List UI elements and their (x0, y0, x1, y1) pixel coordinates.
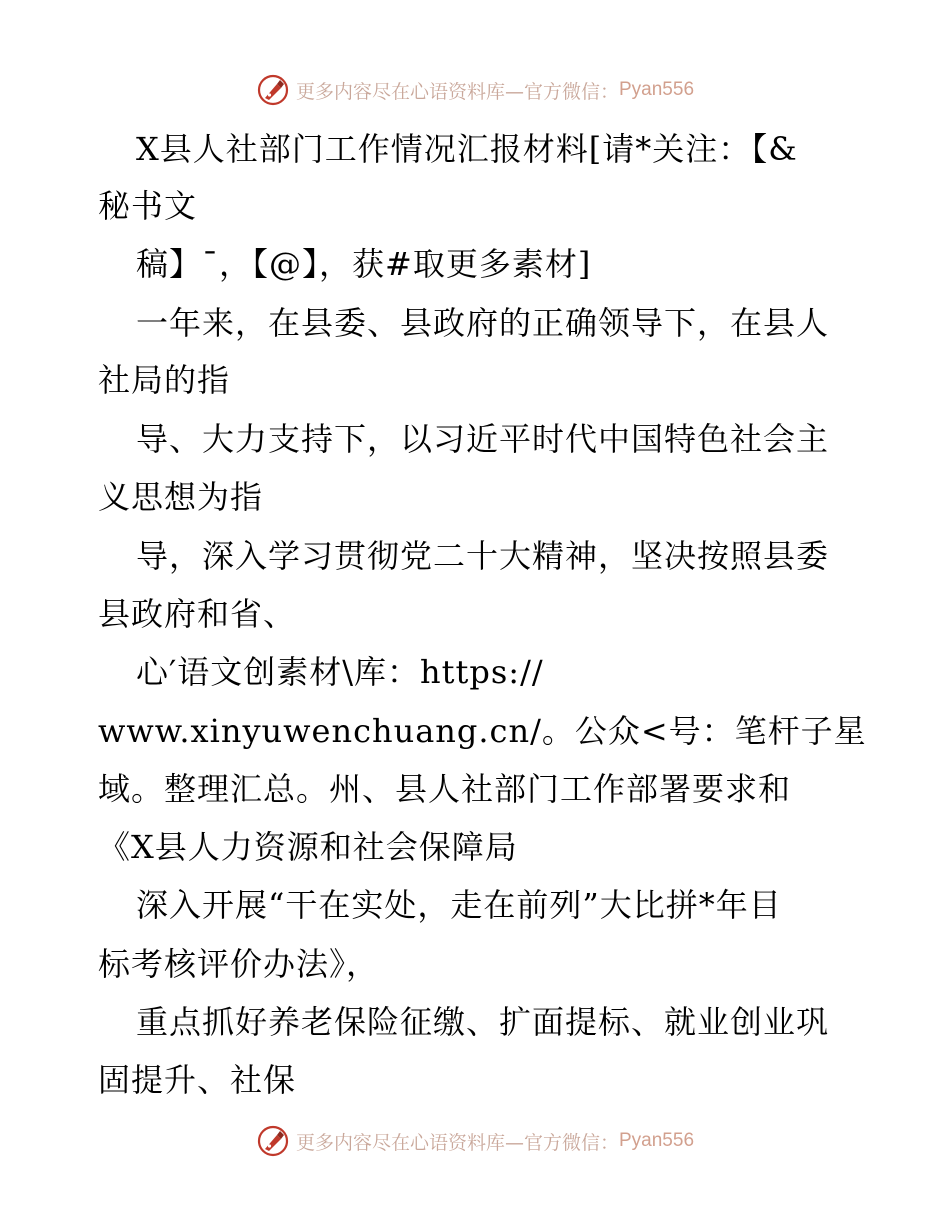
doc-line-11: www.xinyuwenchuang.cn/。公众<号：笔杆子星 (98, 712, 867, 750)
doc-line-17: 固提升、社保 (98, 1061, 297, 1099)
doc-line-2: 秘书文 (98, 187, 198, 225)
watermark-handle: Pyan556 (619, 79, 695, 100)
watermark-text: 更多内容尽在心语资料库—官方微信： (295, 1131, 619, 1154)
doc-line-13: 《X县人力资源和社会保障局 (98, 828, 518, 866)
doc-line-5: 社局的指 (98, 361, 231, 399)
watermark-handle: Pyan556 (619, 1130, 695, 1151)
doc-line-4: 一年来，在县委、县政府的正确领导下，在县人 (136, 304, 830, 342)
doc-line-12: 域。整理汇总。州、县人社部门工作部署要求和 (98, 770, 792, 808)
doc-line-15: 标考核评价办法》， (98, 945, 380, 983)
header-watermark (0, 70, 950, 110)
doc-line-10: 心′语文创素材\库：https:// (136, 653, 544, 691)
doc-line-9: 县政府和省、 (98, 595, 297, 633)
footer-watermark (0, 1121, 950, 1161)
doc-line-8: 导，深入学习贯彻党二十大精神，坚决按照县委 (136, 537, 830, 575)
pen-nib-logo-icon (256, 73, 290, 107)
pen-nib-logo-icon (256, 1124, 290, 1158)
watermark-text: 更多内容尽在心语资料库—官方微信： (295, 80, 619, 103)
doc-line-1: X县人社部门工作情况汇报材料[请*关注：【& (136, 130, 798, 168)
doc-line-16: 重点抓好养老保险征缴、扩面提标、就业创业巩 (136, 1003, 830, 1041)
doc-line-14: 深入开展“干在实处，走在前列”大比拼*年目 (136, 886, 782, 924)
doc-line-6: 导、大力支持下，以习近平时代中国特色社会主 (136, 420, 830, 458)
doc-line-7: 义思想为指 (98, 478, 264, 516)
doc-line-3: 稿】¯，【@】，获#取更多素材] (136, 245, 592, 283)
